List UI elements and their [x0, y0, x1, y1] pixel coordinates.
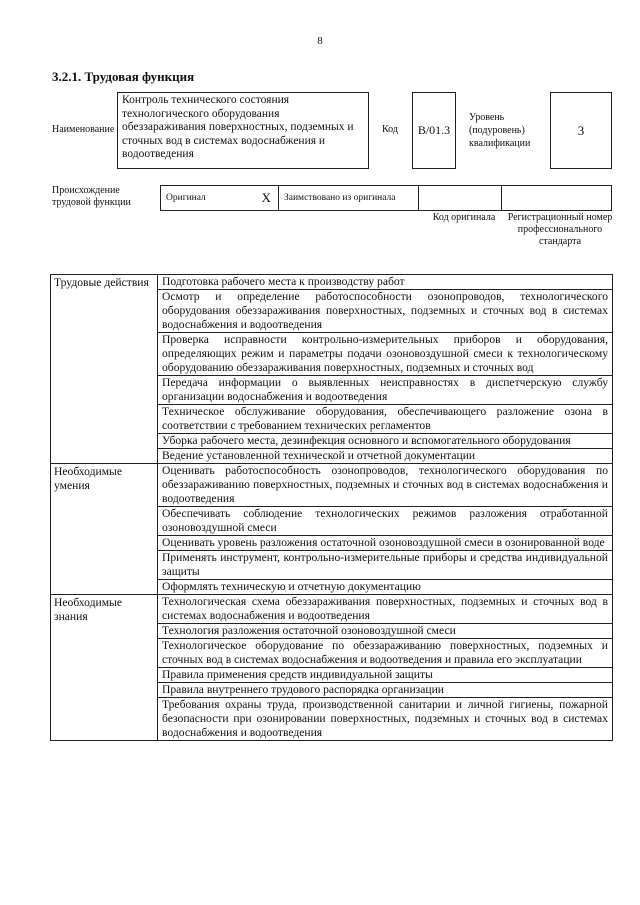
table-row [51, 275, 613, 290]
item-cell: Осмотр и определение работоспособности озонопроводов, технологического оборудования обеззараживания поверхностных, подземных и сточных вод в системах водоснабжения и водоотведения [158, 290, 613, 333]
table-row [51, 595, 613, 624]
reg-number-cell [502, 186, 612, 211]
code-label: Код [382, 124, 398, 135]
item-cell: Оформлять техническую и отчетную документацию [158, 580, 613, 595]
item-cell: Правила применения средств индивидуальной защиты [158, 668, 613, 683]
item-cell: Применять инструмент, контрольно-измерительные приборы и средства индивидуальной защиты [158, 551, 613, 580]
original-label: Оригинал [161, 186, 255, 211]
code-original-label: Код оригинала [432, 212, 496, 223]
level-label: Уровень (подуровень) квалификации [469, 112, 531, 149]
item-cell: Передача информации о выявленных неисправностях в диспетчерскую службу организации водоснабжения и водоотведения [158, 376, 613, 405]
function-name: Контроль технического состояния технологического оборудования обеззараживания поверхностных, подземных и сточных вод в системах водоснабжения и водоотведения [117, 92, 369, 169]
item-cell: Оценивать работоспособность озонопроводов, технологического оборудования по обеззараживанию поверхностных, подземных и сточных вод в системах водоснабжения и водоотведения [158, 464, 613, 507]
origin-table [160, 185, 612, 211]
section-title: 3.2.1. Трудовая функция [52, 69, 195, 84]
page-number: 8 [317, 35, 323, 47]
name-label: Наименование [52, 124, 115, 135]
origin-label: Происхождение трудовой функции [52, 185, 131, 208]
reg-number-label: Регистрационный номер профессионального стандарта [507, 212, 613, 247]
item-cell: Требования охраны труда, производственной санитарии и личной гигиены, пожарной безопасности при озонировании поверхностных, подземных и сточных вод в системах водоснабжения и водоотведения [158, 698, 613, 741]
item-cell: Правила внутреннего трудового распорядка организации [158, 683, 613, 698]
item-cell: Обеспечивать соблюдение технологических режимов разложения отработанной озоновоздушной смеси [158, 507, 613, 536]
code-original-cell [419, 186, 502, 211]
function-details-table [50, 274, 613, 741]
item-cell: Ведение установленной технической и отчетной документации [158, 449, 613, 464]
borrowed-label: Заимствовано из оригинала [279, 186, 419, 211]
original-mark: X [255, 186, 279, 211]
item-cell: Технология разложения остаточной озоновоздушной смеси [158, 624, 613, 639]
item-cell: Технологическая схема обеззараживания поверхностных, подземных и сточных вод в системах водоснабжения и водоотведения [158, 595, 613, 624]
item-cell: Оценивать уровень разложения остаточной озоновоздушной смеси в озонированной воде [158, 536, 613, 551]
item-cell: Уборка рабочего места, дезинфекция основного и вспомогательного оборудования [158, 434, 613, 449]
item-cell: Техническое обслуживание оборудования, обеспечивающего разложение озона в соответствии с требованием технических регламентов [158, 405, 613, 434]
table-row [51, 464, 613, 507]
item-cell: Подготовка рабочего места к производству работ [158, 275, 613, 290]
category-cell: Необходимые умения [51, 464, 158, 595]
qualification-level: 3 [550, 92, 612, 169]
function-code: B/01.3 [412, 92, 456, 169]
item-cell: Технологическое оборудование по обеззараживанию поверхностных, подземных и сточных вод в системах водоснабжения и водоотведения и правила его эксплуатации [158, 639, 613, 668]
item-cell: Проверка исправности контрольно-измерительных приборов и оборудования, определяющих режим и параметры подачи озоновоздушной смеси к технологическому оборудованию обеззараживания поверхностных, подземных и сточных вод [158, 333, 613, 376]
category-cell: Необходимые знания [51, 595, 158, 741]
category-cell: Трудовые действия [51, 275, 158, 464]
